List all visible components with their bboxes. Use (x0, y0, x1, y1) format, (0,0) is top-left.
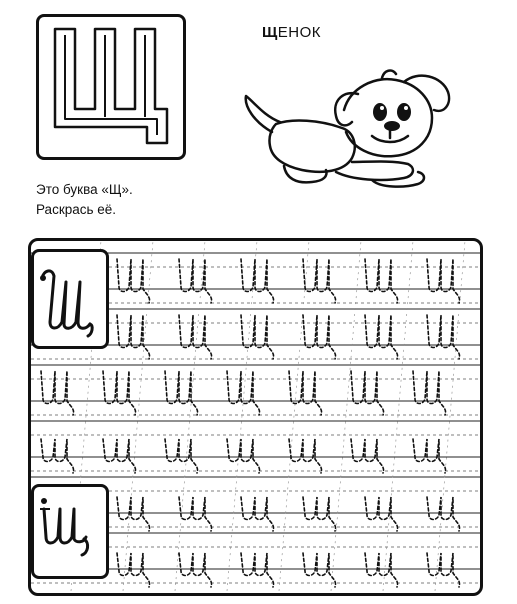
word-title (262, 24, 321, 41)
letter-trace (303, 259, 336, 303)
letter-trace (427, 315, 460, 359)
letter-trace (365, 497, 398, 531)
caption-line-1: Это буква «Щ». (36, 182, 133, 197)
letter-trace (117, 553, 150, 587)
letter-trace (227, 371, 260, 415)
slant-line (383, 241, 413, 591)
letter-trace (303, 553, 336, 587)
letter-trace (179, 259, 212, 303)
letter-trace (241, 315, 274, 359)
letter-trace (427, 497, 460, 531)
letter-trace (289, 439, 322, 473)
letter-trace (165, 439, 198, 473)
slant-line (175, 241, 205, 591)
caption-line-2: Раскрась её. (36, 202, 117, 217)
writing-sheet (28, 238, 483, 596)
letter-trace (179, 553, 212, 587)
letter-trace (179, 497, 212, 531)
letter-trace (117, 497, 150, 531)
letter-trace (427, 553, 460, 587)
slant-line (123, 241, 153, 591)
letter-trace (303, 315, 336, 359)
letter-trace (303, 497, 336, 531)
word-first-letter: Щ (262, 24, 278, 41)
cursive-capital-shcha-icon (34, 252, 106, 346)
letter-trace (41, 439, 74, 473)
letter-trace (227, 439, 260, 473)
slant-line (279, 241, 309, 591)
letter-trace (103, 439, 136, 473)
instruction-caption (36, 180, 133, 220)
letter-trace (41, 371, 74, 415)
word-rest: ЕНОК (277, 24, 322, 41)
letter-trace (103, 371, 136, 415)
letter-trace (117, 315, 150, 359)
letter-trace (241, 259, 274, 303)
letter-trace (351, 439, 384, 473)
slant-line (331, 241, 361, 591)
letter-trace (165, 371, 198, 415)
puppy-illustration (232, 62, 472, 202)
outline-letter-shcha-icon (39, 17, 183, 157)
letter-trace (413, 439, 446, 473)
letter-trace (413, 371, 446, 415)
letter-trace (289, 371, 322, 415)
sample-box-lower (31, 484, 109, 579)
sample-box-upper (31, 249, 109, 349)
letter-trace (241, 497, 274, 531)
letter-trace (365, 259, 398, 303)
letter-trace (117, 259, 150, 303)
letter-trace (241, 553, 274, 587)
letter-trace (427, 259, 460, 303)
letter-trace (365, 315, 398, 359)
letter-trace (179, 315, 212, 359)
letter-trace (351, 371, 384, 415)
cursive-lowercase-shcha-icon (34, 487, 106, 576)
slant-line (435, 241, 465, 591)
letter-trace (365, 553, 398, 587)
slant-line (227, 241, 257, 591)
letter-box (36, 14, 186, 160)
